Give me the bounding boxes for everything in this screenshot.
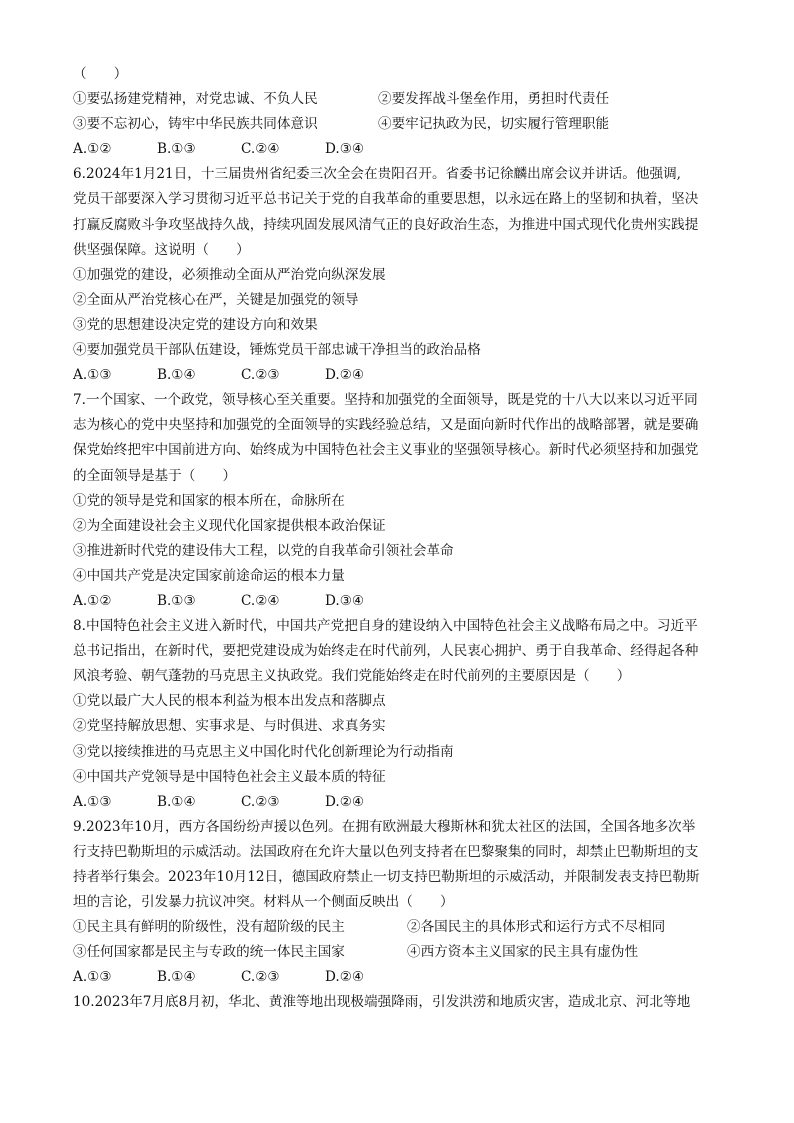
q5-blank: （ ）: [73, 66, 128, 82]
q9-option-1: ①民主具有鲜明的阶级性，没有超阶级的民主: [73, 919, 345, 936]
q9-stem-line-2: 行支持巴勒斯坦的示威活动。法国政府在允许大量以色列支持者在巴黎聚集的同时，却禁止巴勒斯坦的支: [73, 843, 699, 860]
q9-choice-c: C.②③: [241, 969, 280, 986]
q7-option-3: ③推进新时代党的建设伟大工程，以党的自我革命引领社会革命: [73, 542, 454, 559]
q9-options-row-2: [73, 940, 723, 965]
q5-choice-b: B.①③: [157, 141, 196, 158]
q6-choice-b: B.①④: [157, 367, 196, 384]
q6-option-2: ②全面从严治党核心在严，关键是加强党的领导: [73, 291, 359, 308]
q5-option-3: ③要不忘初心，铸牢中华民族共同体意识: [73, 116, 318, 133]
q7-stem-line-3: 保党始终把牢中国前进方向、始终成为中国特色社会主义事业的坚强领导核心。新时代必须坚持和加强党: [73, 442, 699, 459]
q8-stem-line-3: 风浪考验、朝气蓬勃的马克思主义执政党。我们党能始终走在时代前列的主要原因是（ ）: [73, 668, 631, 685]
q9-options-row-1: [73, 915, 723, 940]
q7-stem-line-1: 7.一个国家、一个政党，领导核心至关重要。坚持和加强党的全面领导，既是党的十八大以来以习近平同: [73, 392, 698, 409]
q7-option-2: ②为全面建设社会主义现代化国家提供根本政治保证: [73, 517, 386, 534]
q8-choices: [73, 790, 723, 815]
q7-option-4: ④中国共产党是决定国家前途命运的根本力量: [73, 567, 345, 584]
q8-choice-c: C.②③: [241, 793, 280, 810]
q9-choice-d: D.②④: [325, 969, 365, 986]
q6-stem-line-1: 6.2024年1月21日，十三届贵州省纪委三次全会在贵阳召开。省委书记徐麟出席会议并讲话。他强调,: [73, 166, 681, 183]
q7-stem-line-2: 志为核心的党中央坚持和加强党的全面领导的实践经验总结，又是面向新时代作出的战略部署，就是要确: [73, 417, 699, 434]
q8-stem-line-2: 总书记指出，在新时代，要把党建设成为始终走在时代前列，人民衷心拥护、勇于自我革命、经得起各种: [73, 643, 699, 660]
q9-choice-b: B.①④: [157, 969, 196, 986]
q6-choice-a: A.①③: [73, 367, 112, 384]
q8-option-1: ①党以最广大人民的根本利益为根本出发点和落脚点: [73, 693, 386, 710]
q8-option-2: ②党坚持解放思想、实事求是、与时俱进、求真务实: [73, 718, 386, 735]
q9-stem-line-3: 持者举行集会。2023年10月12日，德国政府禁止一切支持巴勒斯坦的示威活动，并限制发表支持巴勒斯: [73, 869, 700, 885]
q9-stem-line-4: 坦的言论，引发暴力抗议冲突。材料从一个侧面反映出（ ）: [73, 894, 454, 911]
q9-option-4: ④西方资本主义国家的民主具有虚伪性: [407, 944, 639, 961]
q6-stem-line-2: 党员干部要深入学习贯彻习近平总书记关于党的自我革命的重要思想，以永远在路上的坚韧和执着，坚决: [73, 191, 699, 208]
q7-stem-line-4: 的全面领导是基于（ ）: [73, 467, 237, 484]
q6-option-1: ①加强党的建设，必须推动全面从严治党向纵深发展: [73, 266, 386, 283]
q5-choice-a: A.①②: [73, 141, 112, 158]
q6-stem-line-3: 打赢反腐败斗争攻坚战持久战，持续巩固发展风清气正的良好政治生态，为推进中国式现代化贵州实践提: [73, 216, 699, 233]
q7-option-1: ①党的领导是党和国家的根本所在，命脉所在: [73, 492, 345, 509]
q9-option-2: ②各国民主的具体形式和运行方式不尽相同: [407, 919, 666, 936]
exam-page: [73, 62, 723, 1016]
q8-stem-line-1: 8.中国特色社会主义进入新时代，中国共产党把自身的建设纳入中国特色社会主义战略布局之中。习近平: [73, 618, 698, 635]
q6-option-4: ④要加强党员干部队伍建设，锤炼党员干部忠诚干净担当的政治品格: [73, 342, 481, 359]
q5-option-4: ④要牢记执政为民，切实履行管理职能: [378, 116, 610, 133]
q5-choice-d: D.③④: [325, 141, 365, 158]
q8-option-4: ④中国共产党领导是中国特色社会主义最本质的特征: [73, 768, 386, 785]
q6-option-3: ③党的思想建设决定党的建设方向和效果: [73, 316, 318, 333]
q8-choice-d: D.②④: [325, 793, 365, 810]
q5-options-row-1: [73, 87, 723, 112]
q6-stem-line-4: 供坚强保障。这说明（ ）: [73, 241, 250, 258]
q7-choice-b: B.①③: [157, 592, 196, 609]
q8-choice-b: B.①④: [157, 793, 196, 810]
q6-choices: [73, 363, 723, 388]
q9-choice-a: A.①③: [73, 969, 112, 986]
q7-choice-d: D.③④: [325, 592, 365, 609]
q6-choice-c: C.②③: [241, 367, 280, 384]
q5-choice-c: C.②④: [241, 141, 280, 158]
q8-choice-a: A.①③: [73, 793, 112, 810]
q7-choice-c: C.②④: [241, 592, 280, 609]
q6-choice-d: D.②④: [325, 367, 365, 384]
q5-option-1: ①要弘扬建党精神，对党忠诚、不负人民: [73, 91, 318, 108]
q7-choices: [73, 589, 723, 614]
q9-stem-line-1: 9.2023年10月，西方各国纷纷声援以色列。在拥有欧洲最大穆斯林和犹太社区的法国，全国各地多次举: [73, 818, 696, 835]
q9-option-3: ③任何国家都是民主与专政的统一体民主国家: [73, 944, 345, 961]
q7-choice-a: A.①②: [73, 592, 112, 609]
q5-choices: [73, 137, 723, 162]
q5-options-row-2: [73, 112, 723, 137]
q9-choices: [73, 965, 723, 990]
q8-option-3: ③党以接续推进的马克思主义中国化时代化创新理论为行动指南: [73, 743, 454, 760]
q5-option-2: ②要发挥战斗堡垒作用，勇担时代责任: [378, 91, 610, 108]
q10-stem-line-1: 10.2023年7月底8月初，华北、黄淮等地出现极端强降雨，引发洪涝和地质灾害，造成北京、河北等地: [73, 994, 691, 1011]
